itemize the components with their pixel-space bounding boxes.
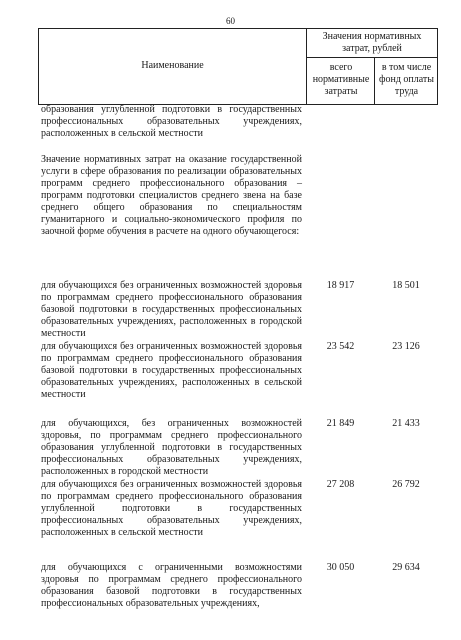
row-text: Значение нормативных затрат на оказание государственной услуги в сфере образования по реализации образовательных программ среднего профессионального образования – программ подготовки специалистов среднего звена на базе среднего общего образования по специальностям гуманитарного и социально-экономического профиля по заочной форме обучения в расчете на одного обучающегося: bbox=[41, 154, 302, 237]
table-top-border bbox=[38, 28, 438, 29]
row-wage: 18 501 bbox=[392, 280, 420, 291]
row-text: для обучающихся, без ограниченных возможностей здоровья, по программам среднего профессионального образования углубленной подготовки в государственных профессиональных образовательных учреждениях, расположенных в городской местности bbox=[41, 418, 302, 477]
row-wage: 23 126 bbox=[392, 341, 420, 352]
row-wage: 21 433 bbox=[392, 418, 420, 429]
row-text: для обучающихся без ограниченных возможностей здоровья по программам среднего профессионального образования углубленной подготовки в государственных профессиональных образовательных учреждениях, расположенных в сельской местности bbox=[41, 479, 302, 538]
row-total: 18 917 bbox=[326, 280, 355, 291]
page-number: 60 bbox=[226, 16, 235, 26]
header-wage-fund: в том числе фонд оплаты труда bbox=[378, 62, 435, 97]
column-divider-name bbox=[306, 28, 307, 105]
row-wage: 26 792 bbox=[392, 479, 420, 490]
header-name: Наименование bbox=[141, 60, 204, 71]
row-total: 30 050 bbox=[326, 562, 355, 573]
row-text: для обучающихся с ограниченными возможностями здоровья по программам среднего профессионального образования базовой подготовки в государственных профессиональных образовательных учреждениях, bbox=[41, 562, 302, 609]
table-right-border bbox=[437, 28, 438, 105]
header-total: всего нормативные затраты bbox=[312, 62, 370, 97]
row-text: для обучающихся без ограниченных возможностей здоровья по программам среднего профессионального образования базовой подготовки в государственных профессиональных образовательных учреждениях, расположенных в сельской местности bbox=[41, 341, 302, 400]
row-text: для обучающихся без ограниченных возможностей здоровья по программам среднего профессионального образования базовой подготовки в государственных профессиональных образовательных учреждениях, расположенных в городской местности bbox=[41, 280, 302, 339]
row-text: образования углубленной подготовки в государственных профессиональных образовательных учреждениях, расположенных в сельской местности bbox=[41, 104, 302, 139]
row-wage: 29 634 bbox=[392, 562, 420, 573]
group-header-divider bbox=[306, 57, 438, 58]
row-total: 21 849 bbox=[326, 418, 355, 429]
row-total: 23 542 bbox=[326, 341, 355, 352]
column-divider-values bbox=[374, 57, 375, 105]
header-values-group: Значения нормативных затрат, рублей bbox=[322, 31, 422, 54]
row-total: 27 208 bbox=[326, 479, 355, 490]
